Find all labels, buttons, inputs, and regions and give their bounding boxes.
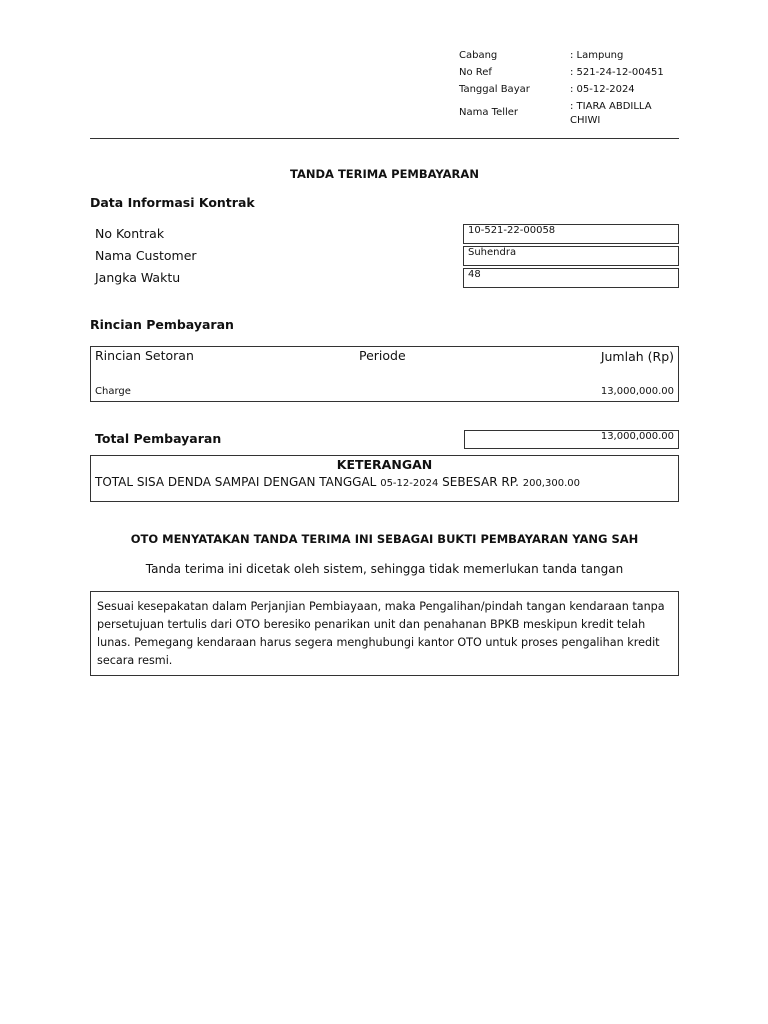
nama-customer-value: Suhendra xyxy=(468,247,517,258)
jangka-waktu-field xyxy=(463,268,679,288)
header-divider xyxy=(90,138,679,139)
keterangan-date: 05-12-2024 xyxy=(380,478,439,489)
keterangan-text-b: SEBESAR RP. xyxy=(442,475,519,489)
no-kontrak-label: No Kontrak xyxy=(95,226,165,241)
payment-heading: Rincian Pembayaran xyxy=(90,317,234,332)
keterangan-box xyxy=(90,455,679,502)
tanggal-bayar-value: : 05-12-2024 xyxy=(570,84,635,95)
notice-text xyxy=(97,598,665,670)
keterangan-amount: 200,300.00 xyxy=(522,478,580,489)
noref-value: : 521-24-12-00451 xyxy=(570,67,664,78)
tanggal-bayar-label: Tanggal Bayar xyxy=(459,84,530,95)
keterangan-text xyxy=(95,475,580,489)
col-periode-header: Periode xyxy=(359,348,406,363)
keterangan-heading: KETERANGAN xyxy=(336,457,433,472)
validity-statement: OTO MENYATAKAN TANDA TERIMA INI SEBAGAI BUKTI PEMBAYARAN YANG SAH xyxy=(130,532,639,546)
payment-row-label: Charge xyxy=(95,386,131,397)
jangka-waktu-label: Jangka Waktu xyxy=(95,270,181,285)
total-field xyxy=(464,430,679,449)
payment-row-amount: 13,000,000.00 xyxy=(600,386,674,397)
notice-line: lunas. Pemegang kendaraan harus segera menghubungi kantor OTO untuk proses pengalihan kredit xyxy=(97,636,660,649)
col-rincian-header: Rincian Setoran xyxy=(95,348,194,363)
notice-box xyxy=(90,591,679,676)
document-title: TANDA TERIMA PEMBAYARAN xyxy=(290,167,479,181)
nama-teller-label: Nama Teller xyxy=(459,107,519,118)
notice-line: secara resmi. xyxy=(97,654,173,667)
no-kontrak-field xyxy=(463,224,679,244)
cabang-label: Cabang xyxy=(459,50,498,61)
keterangan-text-a: TOTAL SISA DENDA SAMPAI DENGAN TANGGAL xyxy=(95,475,377,489)
printed-note: Tanda terima ini dicetak oleh sistem, sehingga tidak memerlukan tanda tangan xyxy=(145,562,624,576)
noref-label: No Ref xyxy=(459,67,492,78)
nama-customer-field xyxy=(463,246,679,266)
cabang-value: : Lampung xyxy=(570,50,624,61)
nama-customer-label: Nama Customer xyxy=(95,248,197,263)
contract-heading: Data Informasi Kontrak xyxy=(90,195,255,210)
payment-table xyxy=(90,346,679,402)
jangka-waktu-value: 48 xyxy=(468,269,481,280)
total-value: 13,000,000.00 xyxy=(600,431,674,442)
col-jumlah-header: Jumlah (Rp) xyxy=(600,349,674,364)
total-label: Total Pembayaran xyxy=(95,431,222,446)
no-kontrak-value: 10-521-22-00058 xyxy=(468,225,556,236)
nama-teller-value: : TIARA ABDILLA xyxy=(570,101,652,112)
notice-line: Sesuai kesepakatan dalam Perjanjian Pembiayaan, maka Pengalihan/pindah tangan kendaraan tanpa xyxy=(97,600,665,613)
nama-teller-value-line2: CHIWI xyxy=(570,115,601,126)
notice-line: persetujuan tertulis dari OTO beresiko penarikan unit dan penahanan BPKB meskipun kredit telah xyxy=(97,618,646,631)
